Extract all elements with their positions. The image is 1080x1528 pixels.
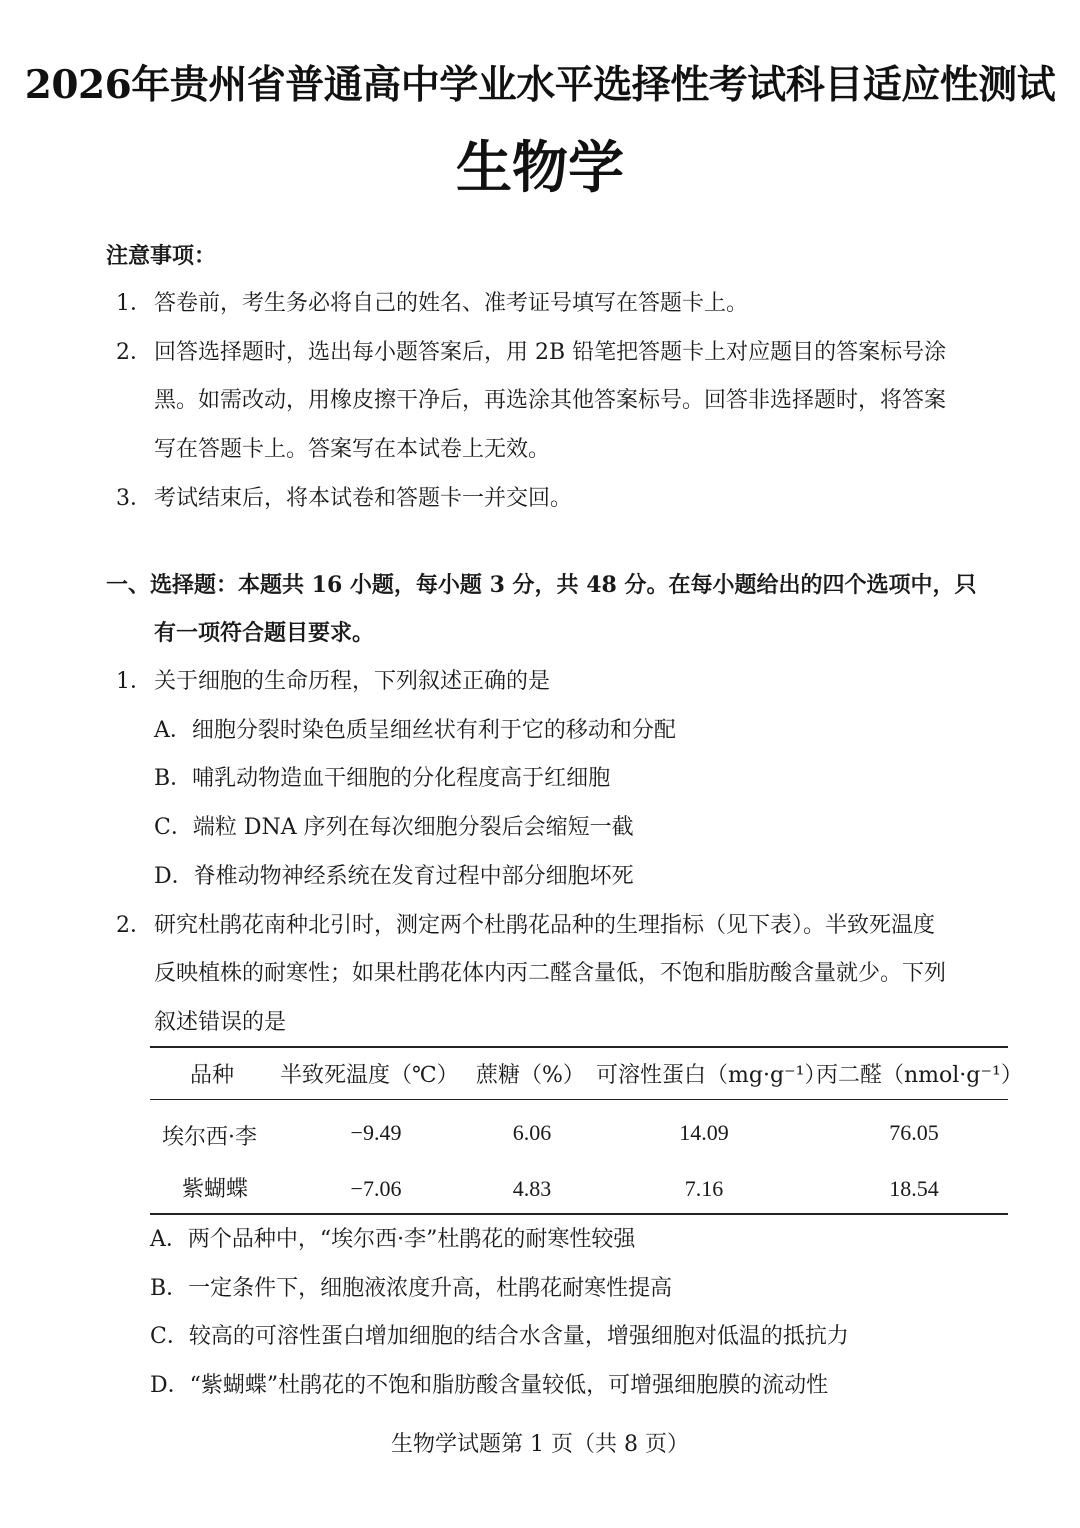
table-top-rule xyxy=(150,1046,1008,1048)
q1-option-d: D．脊椎动物神经系统在发育过程中部分细胞坏死 xyxy=(154,864,634,889)
notice-item-2-cont: 黑。如需改动，用橡皮擦干净后，再选涂其他答案标号。回答非选择题时，将答案 xyxy=(154,388,947,413)
question-2-stem-cont: 叙述错误的是 xyxy=(154,1010,287,1035)
notice-item-1 xyxy=(116,289,748,319)
notice-item-number: 2． xyxy=(116,340,152,365)
notice-item-text: 回答选择题时，选出每小题答案后，用 2B 铅笔把答题卡上对应题目的答案标号涂 xyxy=(154,340,947,365)
table-cell: 4.83 xyxy=(512,1176,552,1201)
table-header-cell: 可溶性蛋白（mg·g⁻¹） xyxy=(596,1063,827,1088)
subject-title: 生物学 xyxy=(456,136,624,201)
q2-option-d: D．“紫蝴蝶”杜鹃花的不饱和脂肪酸含量较低，可增强细胞膜的流动性 xyxy=(150,1373,829,1398)
question-text: 研究杜鹃花南种北引时，测定两个杜鹃花品种的生理指标（见下表）。半致死温度 xyxy=(154,913,936,938)
q1-option-b: B．哺乳动物造血干细胞的分化程度高于红细胞 xyxy=(154,766,611,791)
table-cell: 紫蝴蝶 xyxy=(181,1177,248,1202)
notice-item-2-cont: 写在答题卡上。答案写在本试卷上无效。 xyxy=(154,437,551,462)
question-2-stem-cont: 反映植株的耐寒性；如果杜鹃花体内丙二醛含量低，不饱和脂肪酸含量就少。下列 xyxy=(154,961,947,986)
notice-item-3 xyxy=(116,484,572,514)
question-2-stem xyxy=(116,911,935,941)
table-header-cell: 蔗糖（%） xyxy=(476,1063,585,1088)
q2-option-a: A．两个品种中，“埃尔西·李”杜鹃花的耐寒性较强 xyxy=(150,1227,636,1252)
table-cell: 6.06 xyxy=(512,1120,552,1145)
table-bottom-rule xyxy=(150,1213,1008,1215)
table-cell: 18.54 xyxy=(889,1176,939,1201)
q2-option-c: C．较高的可溶性蛋白增加细胞的结合水含量，增强细胞对低温的抵抗力 xyxy=(150,1324,849,1349)
notice-item-text: 考试结束后，将本试卷和答题卡一并交回。 xyxy=(154,486,573,511)
table-header-rule xyxy=(150,1099,1008,1100)
notice-item-number: 3． xyxy=(116,486,152,511)
table-header-cell: 品种 xyxy=(190,1063,235,1088)
question-number: 1． xyxy=(116,669,152,694)
table-cell: 14.09 xyxy=(679,1120,729,1145)
question-number: 2． xyxy=(116,913,152,938)
section-heading-cont: 有一项符合题目要求。 xyxy=(154,620,375,646)
table-cell: −9.49 xyxy=(350,1120,402,1145)
table-header-cell: 半致死温度（℃） xyxy=(280,1063,459,1088)
notice-heading: 注意事项： xyxy=(106,243,217,269)
q1-option-a: A．细胞分裂时染色质呈细丝状有利于它的移动和分配 xyxy=(154,718,676,743)
table-cell: 7.16 xyxy=(684,1176,724,1201)
table-cell: 76.05 xyxy=(889,1120,939,1145)
notice-item-number: 1． xyxy=(116,291,152,316)
section-heading: 一、选择题：本题共 16 小题，每小题 3 分，共 48 分。在每小题给出的四个选项中，只 xyxy=(106,572,977,598)
table-cell: −7.06 xyxy=(350,1176,402,1201)
q2-option-b: B．一定条件下，细胞液浓度升高，杜鹃花耐寒性提高 xyxy=(150,1276,673,1301)
table-cell: 埃尔西·李 xyxy=(162,1125,257,1150)
table-header-cell: 丙二醛（nmol·g⁻¹） xyxy=(816,1063,1023,1088)
question-text: 关于细胞的生命历程，下列叙述正确的是 xyxy=(154,669,551,694)
q1-option-c: C．端粒 DNA 序列在每次细胞分裂后会缩短一截 xyxy=(154,815,634,840)
exam-title: 2026年贵州省普通高中学业水平选择性考试科目适应性测试 xyxy=(24,62,1056,108)
notice-item-text: 答卷前，考生务必将自己的姓名、准考证号填写在答题卡上。 xyxy=(154,291,749,316)
notice-item-2 xyxy=(116,338,946,368)
question-1-stem xyxy=(116,667,550,697)
page-footer: 生物学试题第 1 页（共 8 页） xyxy=(391,1432,689,1457)
